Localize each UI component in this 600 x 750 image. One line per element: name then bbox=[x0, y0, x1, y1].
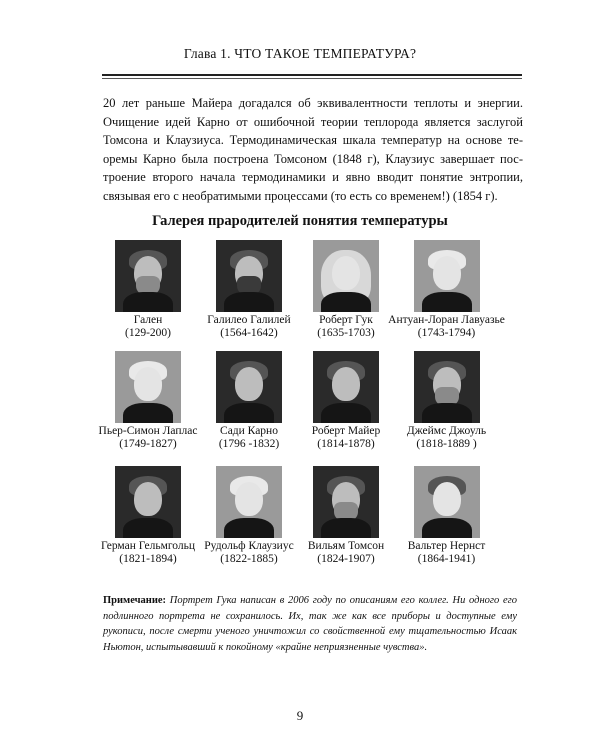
header-rule bbox=[102, 74, 522, 76]
person-years: (1824-1907) bbox=[317, 553, 375, 565]
portrait-card-lavoisier bbox=[384, 240, 509, 339]
gallery-title: Галерея прародителей понятия температуры bbox=[152, 213, 448, 229]
paragraph-line: оремы Карно была построена Томсоном (1848 г), Клаузиус завершает пос- bbox=[103, 151, 523, 166]
person-name: Вальтер Нернст bbox=[407, 540, 486, 552]
person-years: (1743-1794) bbox=[417, 327, 476, 339]
portrait-image bbox=[414, 240, 480, 312]
person-years: (1796 -1832) bbox=[218, 438, 280, 450]
portrait-card-helmholtz bbox=[93, 466, 203, 565]
person-years: (1564-1642) bbox=[220, 327, 278, 339]
person-years: (1749-1827) bbox=[119, 438, 177, 450]
body-paragraph bbox=[103, 94, 523, 206]
portrait-image bbox=[115, 351, 181, 423]
person-name: Антуан-Лоран Лавуазье bbox=[388, 314, 505, 326]
paragraph-line: Томсона и Клаузиуса. Термодинамическая шкала температур на основе те- bbox=[103, 133, 523, 148]
person-name: Сади Карно bbox=[220, 425, 278, 437]
portrait-card-nernst bbox=[384, 466, 509, 565]
person-years: (1635-1703) bbox=[317, 327, 375, 339]
portrait-image bbox=[115, 240, 181, 312]
portrait-image bbox=[216, 240, 282, 312]
portrait-card-joule bbox=[384, 351, 509, 450]
portrait-card-clausius bbox=[194, 466, 304, 565]
paragraph-line: Очищение идей Карно от ошибочной теории теплорода является заслугой bbox=[103, 114, 523, 129]
portrait-card-carnot bbox=[194, 351, 304, 450]
person-years: (1822-1885) bbox=[220, 553, 278, 565]
person-years: (1818-1889 ) bbox=[416, 438, 477, 450]
person-years: (1864-1941) bbox=[417, 553, 476, 565]
portrait-card-galen bbox=[93, 240, 203, 339]
paragraph-line: 20 лет раньше Майера догадался об эквивалентности теплоты и энергии. bbox=[103, 96, 523, 110]
footnote bbox=[103, 593, 517, 655]
person-years: (1814-1878) bbox=[317, 438, 375, 450]
person-name: Гален bbox=[133, 314, 163, 326]
portrait-image bbox=[414, 351, 480, 423]
person-name: Джеймс Джоуль bbox=[406, 425, 487, 437]
portrait-image bbox=[414, 466, 480, 538]
person-name: Герман Гельмгольц bbox=[100, 540, 196, 552]
person-years: (129-200) bbox=[125, 327, 171, 339]
note-label: Примечание: bbox=[103, 595, 167, 606]
person-name: Галилео Галилей bbox=[207, 314, 291, 326]
person-name: Роберт Майер bbox=[311, 425, 381, 437]
person-years: (1821-1894) bbox=[119, 553, 177, 565]
note-text: Портрет Гука написан в 2006 году по описаниям его коллег. Ни одного его подлинного портрета не сохранилось. Их, так же как все приборы и доступные ему рукописи, после смерти ученого уничтожил со свойственной ему тщательностью Исаак Ньютон, испытывавший к покойному «крайне неприязненные чувства». bbox=[103, 595, 518, 653]
page-number: 9 bbox=[296, 708, 304, 723]
portrait-image bbox=[216, 466, 282, 538]
person-name: Рудольф Клаузиус bbox=[204, 540, 294, 552]
portrait-image bbox=[313, 466, 379, 538]
chapter-header: Глава 1. ЧТО ТАКОЕ ТЕМПЕРАТУРА? bbox=[183, 46, 417, 61]
portrait-card-laplace bbox=[93, 351, 203, 450]
header-rule-thin bbox=[102, 78, 522, 79]
portrait-image bbox=[313, 351, 379, 423]
paragraph-line: троение второго начала термодинамики и явно вводит понятие энтропии, bbox=[103, 170, 523, 185]
paragraph-line: связывая его с необратимыми процессами (то есть со временем!) (1854 г). bbox=[103, 188, 498, 203]
portrait-card-galilei bbox=[194, 240, 304, 339]
person-name: Пьер-Симон Лаплас bbox=[98, 425, 198, 437]
portrait-image bbox=[313, 240, 379, 312]
person-name: Роберт Гук bbox=[319, 314, 373, 326]
portrait-image bbox=[115, 466, 181, 538]
person-name: Вильям Томсон bbox=[307, 540, 385, 552]
portrait-image bbox=[216, 351, 282, 423]
